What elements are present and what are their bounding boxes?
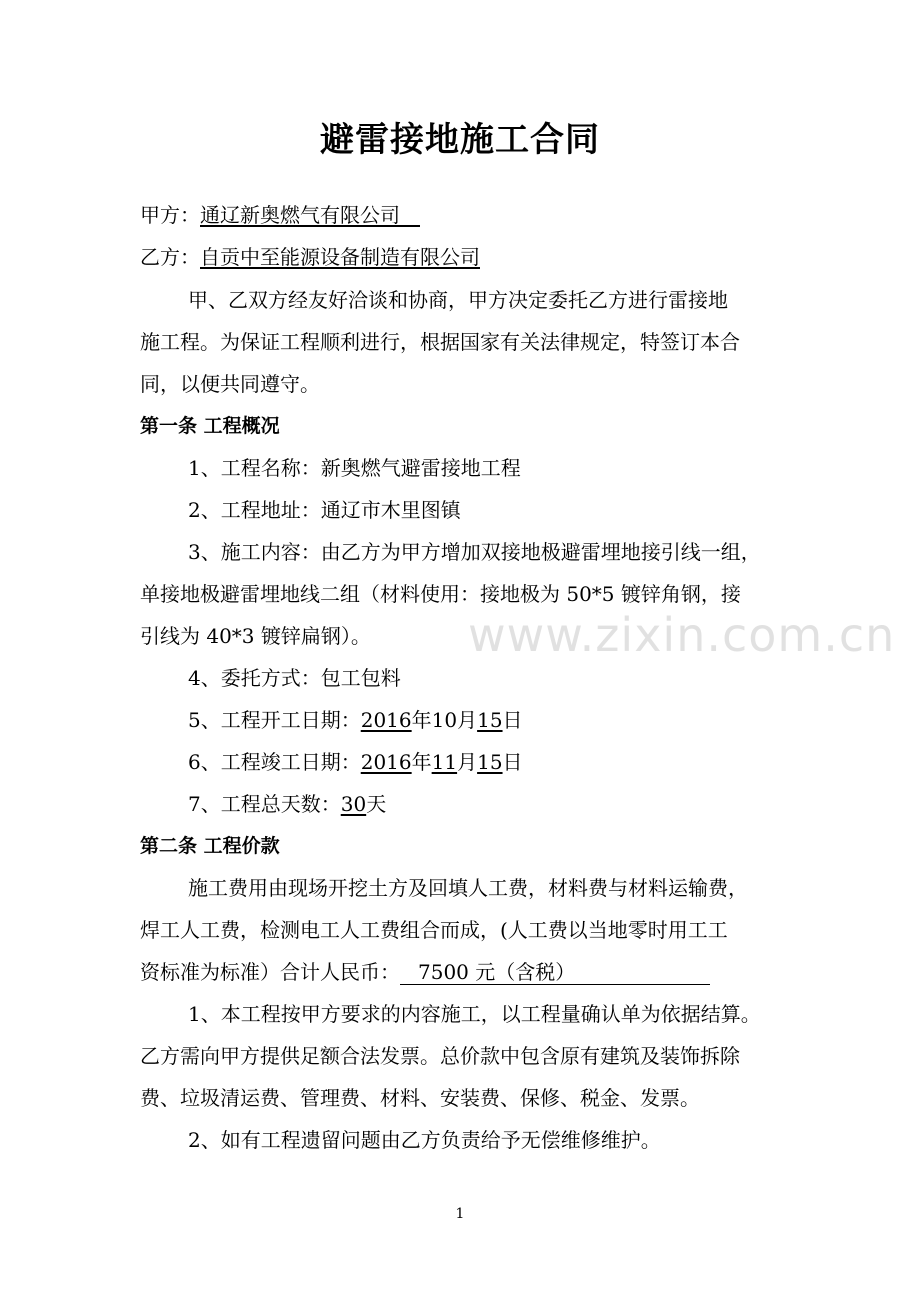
party-a-label: 甲方：	[140, 203, 200, 227]
start-date-line	[188, 708, 523, 732]
article-1-heading: 第一条 工程概况	[140, 415, 280, 437]
warranty-clause: 2、如有工程遗留问题由乙方负责给予无偿维修维护。	[188, 1128, 661, 1152]
price-para-line-2: 焊工人工费，检测电工人工费组合而成，(人工费以当地零时用工工	[140, 918, 728, 942]
article-2-heading: 第二条 工程价款	[140, 835, 280, 857]
settlement-line-2: 乙方需向甲方提供足额合法发票。总价款中包含原有建筑及装饰拆除	[140, 1044, 740, 1068]
price-para-line-3	[140, 960, 710, 985]
work-content-line-3: 引线为 40*3 镀锌扁钢）。	[140, 624, 371, 648]
party-a-name: 通辽新奥燃气有限公司	[200, 203, 400, 227]
settlement-line-1: 1、本工程按甲方要求的内容施工，以工程量确认单为依据结算。	[188, 1002, 761, 1026]
start-year-unit: 年	[411, 708, 432, 732]
end-year: 2016	[360, 750, 412, 774]
intro-line-1: 甲、乙双方经友好洽谈和协商，甲方决定委托乙方进行雷接地	[188, 288, 728, 312]
start-month-unit: 月	[457, 708, 478, 732]
project-name: 1、工程名称：新奥燃气避雷接地工程	[188, 456, 521, 480]
party-a-line	[140, 203, 420, 227]
end-day-unit: 日	[502, 750, 523, 774]
total-days-value: 30	[340, 792, 367, 816]
start-day: 15	[477, 708, 503, 732]
end-date-line	[188, 750, 523, 774]
page-number: 1	[455, 1206, 465, 1222]
end-month-unit: 月	[457, 750, 478, 774]
end-year-unit: 年	[411, 750, 432, 774]
start-day-unit: 日	[502, 708, 523, 732]
total-days-unit: 天	[366, 792, 387, 816]
project-address: 2、工程地址：通辽市木里图镇	[188, 498, 461, 522]
end-day: 15	[477, 750, 503, 774]
start-year: 2016	[360, 708, 412, 732]
party-b-label: 乙方：	[140, 245, 200, 269]
work-content-line-1: 3、施工内容：由乙方为甲方增加双接地极避雷埋地接引线一组，	[188, 540, 761, 564]
document-title: 避雷接地施工合同	[320, 120, 600, 160]
end-month: 11	[431, 750, 458, 774]
end-date-label: 6、工程竣工日期：	[188, 750, 361, 774]
start-month: 10	[431, 708, 458, 732]
total-amount-value: 7500 元（含税）	[400, 960, 710, 985]
settlement-line-3: 费、垃圾清运费、管理费、材料、安装费、保修、税金、发票。	[140, 1086, 700, 1110]
party-b-line	[140, 245, 480, 269]
party-b-name: 自贡中至能源设备制造有限公司	[200, 245, 480, 269]
watermark: www.zixin.com.cn	[468, 608, 896, 662]
intro-line-3: 同，以便共同遵守。	[140, 372, 320, 396]
total-amount-label: 资标准为标准）合计人民币：	[140, 960, 400, 984]
total-days-label: 7、工程总天数：	[188, 792, 341, 816]
start-date-label: 5、工程开工日期：	[188, 708, 361, 732]
contract-mode: 4、委托方式：包工包料	[188, 666, 401, 690]
price-para-line-1: 施工费用由现场开挖土方及回填人工费，材料费与材料运输费，	[188, 876, 748, 900]
total-days-line	[188, 792, 386, 816]
intro-line-2: 施工程。为保证工程顺利进行，根据国家有关法律规定，特签订本合	[140, 330, 740, 354]
work-content-line-2: 单接地极避雷埋地线二组（材料使用：接地极为 50*5 镀锌角钢，接	[140, 582, 741, 606]
